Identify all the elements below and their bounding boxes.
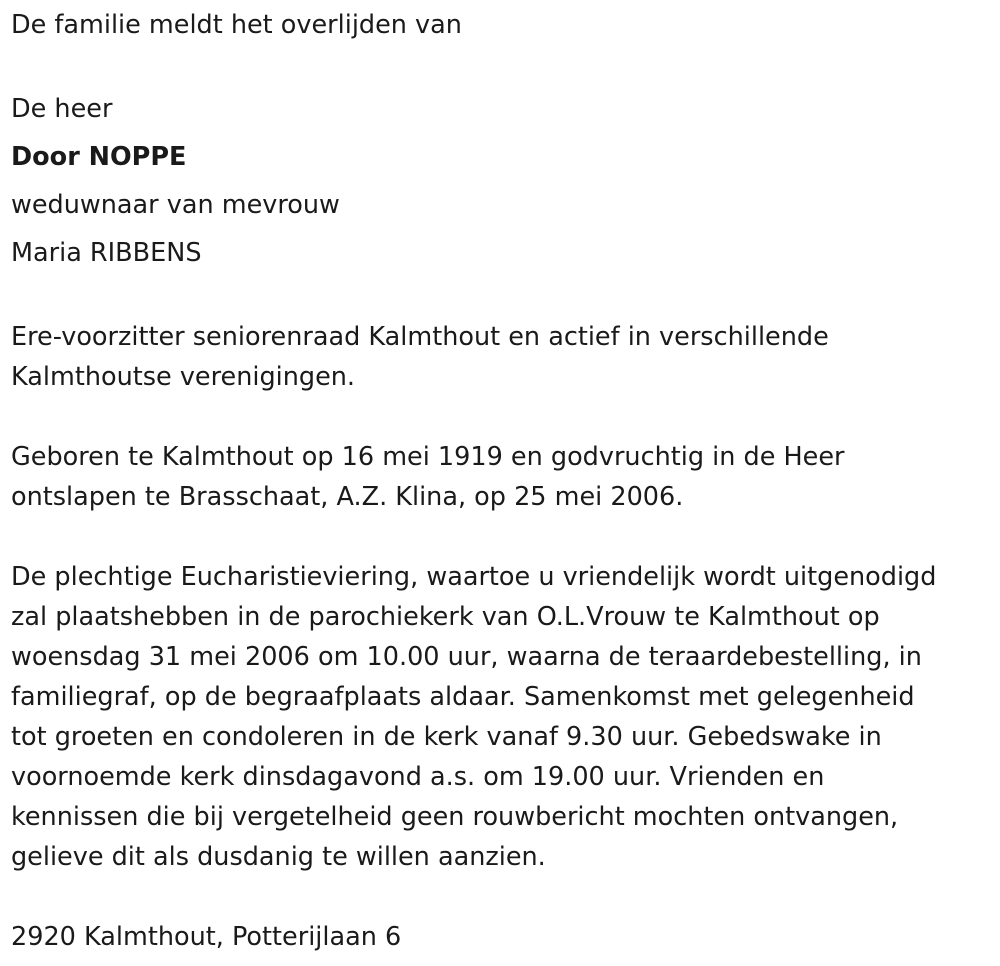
- ceremony-line: kennissen die bij vergetelheid geen rouwbericht mochten ontvangen,: [11, 802, 899, 832]
- roles-paragraph: [11, 317, 996, 397]
- ceremony-line: voornoemde kerk dinsdagavond a.s. om 19.00 uur. Vrienden en: [11, 762, 825, 792]
- life-dates-line: Geboren te Kalmthout op 16 mei 1919 en godvruchtig in de Heer: [11, 442, 845, 472]
- spacer: [11, 45, 996, 85]
- spacer: [11, 517, 996, 557]
- ceremony-paragraph: [11, 557, 996, 877]
- ceremony-line: woensdag 31 mei 2006 om 10.00 uur, waarna de teraardebestelling, in: [11, 642, 922, 672]
- ceremony-line: tot groeten en condoleren in de kerk vanaf 9.30 uur. Gebedswake in: [11, 722, 882, 752]
- relation-text: weduwnaar van mevrouw: [11, 190, 340, 220]
- life-dates-line: ontslapen te Brasschaat, A.Z. Klina, op 25 mei 2006.: [11, 482, 684, 512]
- roles-line: Kalmthoutse verenigingen.: [11, 362, 356, 392]
- salutation: De heer: [11, 94, 113, 124]
- intro-text: De familie meldt het overlijden van: [11, 10, 462, 40]
- death-notice: [11, 5, 996, 957]
- spouse-name: Maria RIBBENS: [11, 238, 202, 268]
- ceremony-line: De plechtige Eucharistieviering, waartoe u vriendelijk wordt uitgenodigd: [11, 562, 937, 592]
- ceremony-line: familiegraf, op de begraafplaats aldaar. Samenkomst met gelegenheid: [11, 682, 915, 712]
- spacer: [11, 397, 996, 437]
- ceremony-line: zal plaatshebben in de parochiekerk van O.L.Vrouw te Kalmthout op: [11, 602, 880, 632]
- roles-line: Ere-voorzitter seniorenraad Kalmthout en actief in verschillende: [11, 322, 829, 352]
- ceremony-line: gelieve dit als dusdanig te willen aanzien.: [11, 842, 546, 872]
- spacer: [11, 877, 996, 917]
- life-dates-paragraph: [11, 437, 996, 517]
- address-text: 2920 Kalmthout, Potterijlaan 6: [11, 922, 402, 952]
- deceased-name: Door NOPPE: [11, 142, 187, 172]
- spacer: [11, 277, 996, 317]
